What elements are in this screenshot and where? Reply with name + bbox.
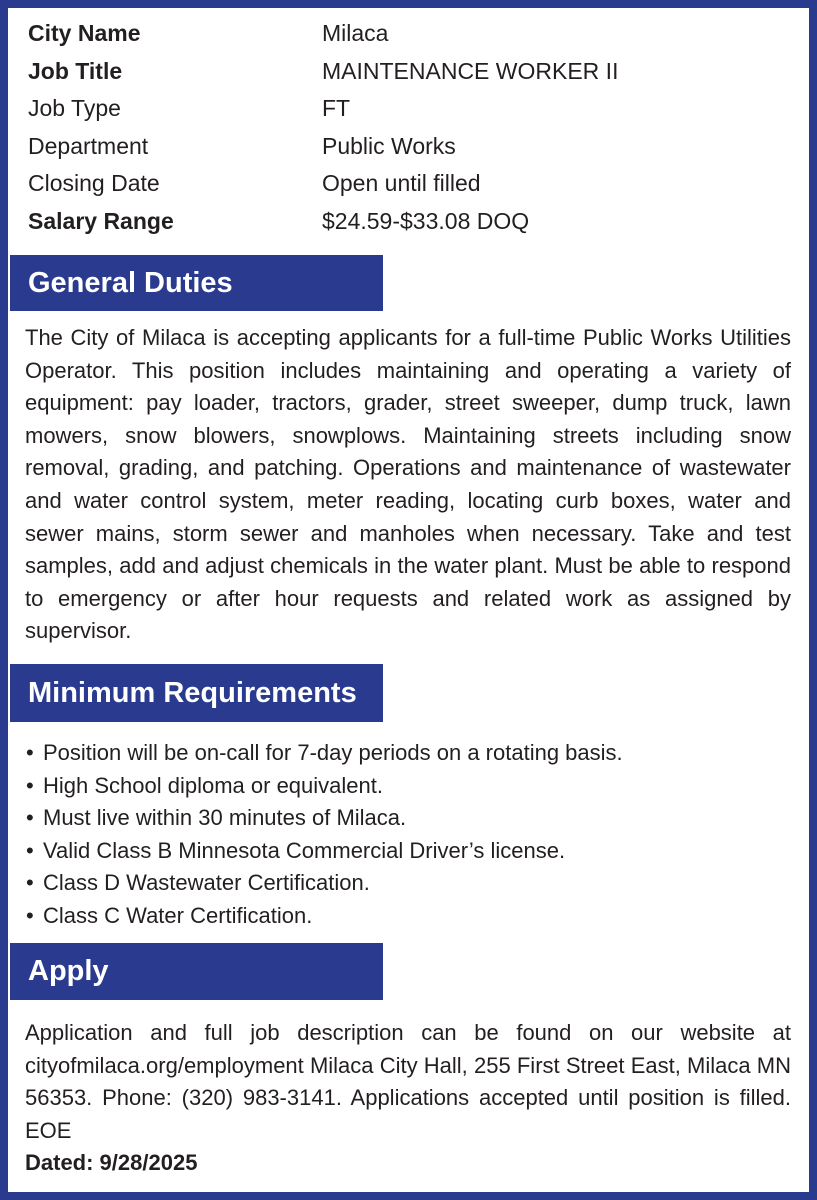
- section-heading-apply: Apply: [28, 955, 109, 987]
- section-heading-general-duties: General Duties: [28, 266, 233, 299]
- list-item-text: Class D Wastewater Certification.: [43, 870, 370, 896]
- apply-block: [25, 1017, 791, 1180]
- section-heading-minimum-requirements: Minimum Requirements: [28, 676, 357, 709]
- list-item: [26, 867, 623, 900]
- info-value: $24.59-$33.08 DOQ: [322, 207, 530, 234]
- list-item-text: High School diploma or equivalent.: [43, 772, 383, 798]
- info-row-salary-range: [28, 203, 791, 241]
- info-value: Public Works: [322, 132, 456, 159]
- apply-paragraph: Application and full job description can be found on our website at cityofmilaca.org/employment Milaca City Hall, 255 First Street East, Milaca MN 56353. Phone: (320) 983-3141. Applications accepted until position is filled. EOE: [25, 1020, 791, 1143]
- bullet-icon: •: [26, 772, 34, 798]
- list-item-text: Valid Class B Minnesota Commercial Driver’s license.: [43, 837, 566, 863]
- list-item: [26, 900, 623, 933]
- job-info-table: [28, 15, 791, 240]
- list-item: [26, 802, 623, 835]
- dated-line: Dated: 9/28/2025: [25, 1150, 198, 1176]
- requirements-list: [26, 737, 623, 933]
- list-item: [26, 737, 623, 770]
- list-item: [26, 770, 623, 803]
- info-value: Milaca: [322, 20, 389, 46]
- info-row-city-name: [28, 15, 791, 53]
- general-duties-paragraph: The City of Milaca is accepting applicants for a full-time Public Works Utilities Operator. This position includes maintaining and operating a variety of equipment: pay loader, tractors, grader, street sweeper, dump truck, lawn mowers, snow blowers, snowplows. Maintaining streets including snow removal, grading, and patching. Operations and maintenance of wastewater and water control system, meter reading, locating curb boxes, water and sewer mains, storm sewer and manholes when necessary. Take and test samples, add and adjust chemicals in the water plant. Must be able to respond to emergency or after hour requests and related work as assigned by supervisor.: [25, 325, 791, 644]
- info-row-job-type: [28, 90, 791, 128]
- section-bar-minimum-requirements: [10, 664, 383, 722]
- info-label: Salary Range: [28, 207, 174, 234]
- list-item: [26, 835, 623, 868]
- list-item-text: Must live within 30 minutes of Milaca.: [43, 805, 407, 831]
- info-label: Department: [28, 132, 149, 159]
- bullet-icon: •: [26, 870, 34, 896]
- info-label: Closing Date: [28, 170, 160, 196]
- info-row-closing-date: [28, 165, 791, 203]
- section-bar-apply: [10, 943, 383, 1000]
- info-label: Job Title: [28, 57, 123, 84]
- info-row-job-title: [28, 53, 791, 91]
- section-bar-general-duties: [10, 255, 383, 311]
- list-item-text: Position will be on-call for 7-day periods on a rotating basis.: [43, 740, 623, 765]
- bullet-icon: •: [26, 902, 34, 928]
- info-value: MAINTENANCE WORKER II: [322, 57, 619, 84]
- info-label: City Name: [28, 20, 141, 46]
- list-item-text: Class C Water Certification.: [43, 902, 313, 928]
- bullet-icon: •: [26, 740, 34, 765]
- info-label: Job Type: [28, 95, 121, 121]
- bullet-icon: •: [26, 805, 34, 831]
- info-row-department: [28, 128, 791, 166]
- info-value: Open until filled: [322, 170, 481, 196]
- info-value: FT: [322, 95, 351, 121]
- bullet-icon: •: [26, 837, 34, 863]
